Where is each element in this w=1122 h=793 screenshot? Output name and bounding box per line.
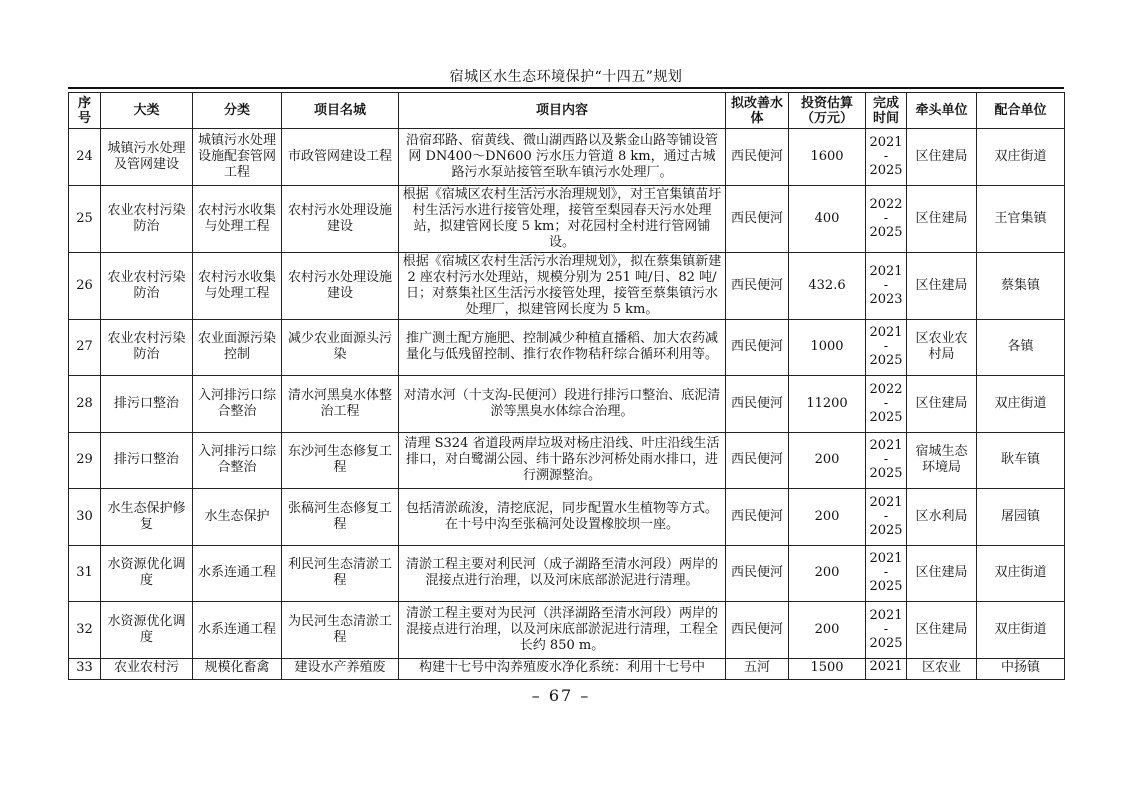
cell-coop-unit: 中扬镇 — [977, 658, 1065, 679]
cell-lead-unit: 区住建局 — [907, 185, 977, 252]
cell-project-name: 农村污水处理设施建设 — [282, 185, 399, 252]
cell-project-name: 利民河生态清淤工程 — [282, 545, 399, 602]
project-table — [68, 92, 1065, 680]
cell-water-body: 五河 — [726, 658, 789, 679]
cell-period — [866, 319, 907, 376]
period-dash: - — [883, 565, 889, 581]
cell-period — [866, 489, 907, 546]
cell-lead-unit: 宿城生态环境局 — [907, 432, 977, 489]
cell-subcategory: 城镇污水处理设施配套管网工程 — [193, 129, 282, 186]
table-row — [69, 602, 1065, 659]
cell-lead-unit: 区农业 — [907, 658, 977, 679]
cell-water-body: 西民便河 — [726, 602, 789, 659]
cell-category: 水生态保护修复 — [101, 489, 193, 546]
cell-water-body: 西民便河 — [726, 432, 789, 489]
cell-project-name: 市政管网建设工程 — [282, 129, 399, 186]
cell-subcategory: 规模化畜禽 — [193, 658, 282, 679]
cell-category: 排污口整治 — [101, 432, 193, 489]
period-end: 2025 — [869, 353, 903, 369]
cell-investment: 11200 — [789, 376, 866, 433]
cell-content: 沿宿邳路、宿黄线、微山湖西路以及紫金山路等铺设管网 DN400～DN600 污水压力管道 8 km，通过古城路污水泵站接管至耿车镇污水处理厂。 — [399, 129, 726, 186]
cell-category: 农业农村污染防治 — [101, 185, 193, 252]
cell-water-body: 西民便河 — [726, 252, 789, 319]
cell-coop-unit: 双庄街道 — [977, 545, 1065, 602]
period-start: 2022 — [869, 381, 903, 397]
cell-subcategory: 农业面源污染控制 — [193, 319, 282, 376]
cell-content: 包括清淤疏浚，清挖底泥，同步配置水生植物等方式。在十号中沟至张稿河处设置橡胶坝一座。 — [399, 489, 726, 546]
cell-coop-unit: 蔡集镇 — [977, 252, 1065, 319]
table-row — [69, 432, 1065, 489]
period-end: 2025 — [869, 579, 903, 595]
table-row — [69, 545, 1065, 602]
cell-no: 28 — [69, 376, 101, 433]
period-start: 2021 — [869, 607, 903, 623]
cell-category: 城镇污水处理及管网建设 — [101, 129, 193, 186]
cell-category: 水资源优化调度 — [101, 602, 193, 659]
period-end: 2025 — [869, 635, 903, 651]
page-header-title: 宿城区水生态环境保护“十四五”规划 — [449, 69, 683, 85]
period-dash: - — [883, 395, 889, 411]
header-project-name: 项目名城 — [282, 93, 399, 129]
period-end: 2025 — [869, 224, 903, 240]
table-row — [69, 376, 1065, 433]
header-investment: 投资估算（万元） — [789, 93, 866, 129]
table-row — [69, 129, 1065, 186]
period-end: 2023 — [869, 291, 903, 307]
cell-no: 29 — [69, 432, 101, 489]
cell-no: 24 — [69, 129, 101, 186]
period-dash: - — [883, 210, 889, 226]
cell-category: 农业农村污染防治 — [101, 319, 193, 376]
cell-subcategory: 农村污水收集与处理工程 — [193, 185, 282, 252]
period-dash: - — [883, 452, 889, 468]
period-start: 2021 — [869, 658, 903, 674]
period-dash: - — [883, 508, 889, 524]
cell-coop-unit: 屠园镇 — [977, 489, 1065, 546]
cell-period — [866, 658, 907, 679]
period-start: 2021 — [869, 494, 903, 510]
header-subcategory: 分类 — [193, 93, 282, 129]
table-row — [69, 185, 1065, 252]
cell-subcategory: 水系连通工程 — [193, 545, 282, 602]
table-header-row — [69, 93, 1065, 129]
period-start: 2021 — [869, 134, 903, 150]
cell-content: 清淤工程主要对利民河（成子湖路至清水河段）两岸的混接点进行治理，以及河床底部淤泥进行清理。 — [399, 545, 726, 602]
cell-investment: 200 — [789, 602, 866, 659]
cell-lead-unit: 区水利局 — [907, 489, 977, 546]
cell-no: 33 — [69, 658, 101, 679]
cell-subcategory: 水系连通工程 — [193, 602, 282, 659]
cell-lead-unit: 区农业农村局 — [907, 319, 977, 376]
period-end: 2025 — [869, 162, 903, 178]
cell-investment: 1500 — [789, 658, 866, 679]
cell-water-body: 西民便河 — [726, 185, 789, 252]
cell-coop-unit: 各镇 — [977, 319, 1065, 376]
table-row — [69, 319, 1065, 376]
period-end: 2025 — [869, 466, 903, 482]
table-row — [69, 658, 1065, 679]
header-coop-unit: 配合单位 — [977, 93, 1065, 129]
cell-investment: 432.6 — [789, 252, 866, 319]
cell-water-body: 西民便河 — [726, 489, 789, 546]
cell-lead-unit: 区住建局 — [907, 602, 977, 659]
cell-coop-unit: 双庄街道 — [977, 602, 1065, 659]
cell-content: 构建十七号中沟养殖废水净化系统：利用十七号中 — [399, 658, 726, 679]
cell-project-name: 农村污水处理设施建设 — [282, 252, 399, 319]
cell-lead-unit: 区住建局 — [907, 376, 977, 433]
cell-content: 根据《宿城区农村生活污水治理规划》，拟在蔡集镇新建 2 座农村污水处理站，规模分别为 251 吨/日、82 吨/日；对蔡集社区生活污水接管处理，接管至蔡集镇污水处理厂，拟建管网长度为 5 km。 — [399, 252, 726, 319]
period-start: 2021 — [869, 263, 903, 279]
header-divider — [68, 87, 1064, 89]
cell-project-name: 减少农业面源头污染 — [282, 319, 399, 376]
cell-lead-unit: 区住建局 — [907, 252, 977, 319]
period-dash: - — [883, 621, 889, 637]
cell-project-name: 为民河生态清淤工程 — [282, 602, 399, 659]
cell-subcategory: 入河排污口综合整治 — [193, 376, 282, 433]
cell-water-body: 西民便河 — [726, 129, 789, 186]
cell-no: 32 — [69, 602, 101, 659]
cell-period — [866, 185, 907, 252]
cell-period — [866, 376, 907, 433]
cell-project-name: 建设水产养殖废 — [282, 658, 399, 679]
period-dash: - — [883, 277, 889, 293]
period-dash: - — [883, 339, 889, 355]
cell-investment: 200 — [789, 432, 866, 489]
cell-coop-unit: 耿车镇 — [977, 432, 1065, 489]
period-dash: - — [883, 148, 889, 164]
table-row — [69, 489, 1065, 546]
cell-investment: 200 — [789, 545, 866, 602]
cell-content: 推广测土配方施肥、控制减少种植直播稻、加大农药减量化与低残留控制、推行农作物秸秆综合循环利用等。 — [399, 319, 726, 376]
cell-no: 31 — [69, 545, 101, 602]
cell-period — [866, 129, 907, 186]
period-start: 2021 — [869, 325, 903, 341]
cell-project-name: 东沙河生态修复工程 — [282, 432, 399, 489]
cell-no: 30 — [69, 489, 101, 546]
cell-lead-unit: 区住建局 — [907, 129, 977, 186]
cell-category: 农业农村污染防治 — [101, 252, 193, 319]
cell-coop-unit: 王官集镇 — [977, 185, 1065, 252]
header-category: 大类 — [101, 93, 193, 129]
page-number: – 67 – — [531, 686, 591, 705]
cell-investment: 1000 — [789, 319, 866, 376]
cell-category: 水资源优化调度 — [101, 545, 193, 602]
cell-water-body: 西民便河 — [726, 545, 789, 602]
header-period: 完成时间 — [866, 93, 907, 129]
cell-investment: 1600 — [789, 129, 866, 186]
period-end: 2025 — [869, 409, 903, 425]
cell-no: 27 — [69, 319, 101, 376]
period-start: 2021 — [869, 551, 903, 567]
table-row — [69, 252, 1065, 319]
cell-period — [866, 545, 907, 602]
cell-water-body: 西民便河 — [726, 319, 789, 376]
header-content: 项目内容 — [399, 93, 726, 129]
cell-category: 排污口整治 — [101, 376, 193, 433]
header-lead-unit: 牵头单位 — [907, 93, 977, 129]
cell-period — [866, 252, 907, 319]
cell-content: 清理 S324 省道段两岸垃圾对杨庄沿线、叶庄沿线生活排口，对白鹭湖公园、纬十路东沙河桥处雨水排口，进行溯源整治。 — [399, 432, 726, 489]
cell-period — [866, 432, 907, 489]
cell-investment: 200 — [789, 489, 866, 546]
cell-period — [866, 602, 907, 659]
cell-subcategory: 农村污水收集与处理工程 — [193, 252, 282, 319]
period-start: 2021 — [869, 438, 903, 454]
cell-investment: 400 — [789, 185, 866, 252]
cell-water-body: 西民便河 — [726, 376, 789, 433]
period-start: 2022 — [869, 196, 903, 212]
cell-coop-unit: 双庄街道 — [977, 376, 1065, 433]
cell-no: 26 — [69, 252, 101, 319]
cell-subcategory: 入河排污口综合整治 — [193, 432, 282, 489]
header-no: 序号 — [69, 93, 101, 129]
cell-coop-unit: 双庄街道 — [977, 129, 1065, 186]
cell-lead-unit: 区住建局 — [907, 545, 977, 602]
cell-content: 根据《宿城区农村生活污水治理规划》，对王官集镇苗圩村生活污水进行接管处理，接管至梨园春天污水处理站，拟建管网长度 5 km；对花园村全村进行管网铺设。 — [399, 185, 726, 252]
header-water-body: 拟改善水体 — [726, 93, 789, 129]
cell-project-name: 张稿河生态修复工程 — [282, 489, 399, 546]
cell-project-name: 清水河黑臭水体整治工程 — [282, 376, 399, 433]
cell-no: 25 — [69, 185, 101, 252]
period-end: 2025 — [869, 522, 903, 538]
cell-content: 清淤工程主要对为民河（洪泽湖路至清水河段）两岸的混接点进行治理，以及河床底部淤泥进行清理，工程全长约 850 m。 — [399, 602, 726, 659]
cell-subcategory: 水生态保护 — [193, 489, 282, 546]
cell-content: 对清水河（十支沟-民便河）段进行排污口整治、底泥清淤等黑臭水体综合治理。 — [399, 376, 726, 433]
cell-category: 农业农村污 — [101, 658, 193, 679]
